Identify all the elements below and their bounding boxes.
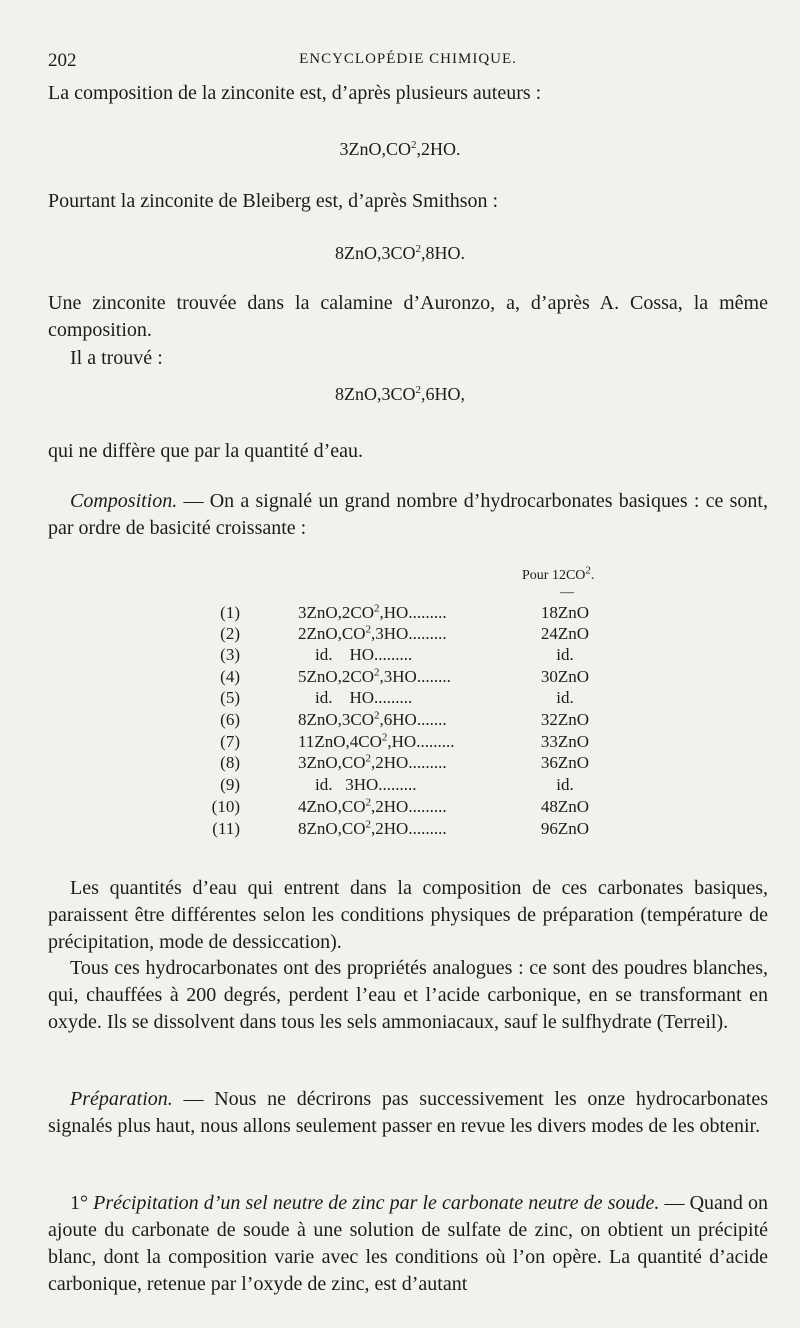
water-paragraph: Les quantités d’eau qui entrent dans la composition de ces carbonates basiques, paraissent être différentes selon les conditions physiques de préparation (température de précipitation, mode de dessiccation). [48, 877, 768, 953]
preparation-text: — Nous ne décrirons pas successivement les onze hydrocarbonates signalés plus haut, nous allons seulement passer en revue les divers modes de les obtenir. [48, 1088, 768, 1137]
table-row [0, 667, 800, 688]
row-number: (2) [220, 624, 240, 643]
formula-text: $8ZnO,3CO^2,6HO$, [335, 384, 465, 404]
formula-auronzo [0, 384, 800, 405]
page-header [48, 50, 768, 74]
row-number: (6) [220, 710, 240, 729]
table-row [0, 819, 800, 840]
row-formula: id. HO......... [298, 688, 413, 707]
row-value: 36ZnO [540, 753, 590, 772]
table-row [0, 732, 800, 753]
row-formula: $4ZnO,CO^2,2HO$......... [298, 796, 447, 816]
table-row [0, 753, 800, 774]
precipitation-paragraph [48, 1190, 768, 1298]
composition-heading: Composition. [70, 490, 178, 512]
row-value: 33ZnO [540, 732, 590, 751]
row-value: 24ZnO [540, 624, 590, 643]
row-value: 30ZnO [540, 667, 590, 686]
row-formula: $8ZnO,CO^2,2HO$......... [298, 818, 447, 838]
intro-line-5: qui ne diffère que par la quantité d’eau. [48, 440, 364, 462]
formula-text: $8ZnO,3CO^2,8HO$. [335, 243, 465, 263]
row-formula: $5ZnO,2CO^2,3HO$........ [298, 666, 451, 686]
row-number: (7) [220, 732, 240, 751]
row-value: id. [556, 688, 574, 707]
intro-line-4: Il a trouvé : [70, 347, 163, 369]
table-row [0, 710, 800, 731]
row-formula: $2ZnO,CO^2,3HO$......... [298, 623, 447, 643]
row-value: id. [556, 645, 574, 664]
row-number: (4) [220, 667, 240, 686]
formula-bleiberg [0, 243, 800, 264]
intro-line-1: La composition de la zinconite est, d’après plusieurs auteurs : [48, 82, 542, 104]
formula-zinconite [0, 139, 800, 160]
row-formula: $11ZnO,4CO^2,HO$......... [298, 731, 455, 751]
table-row [0, 624, 800, 645]
precipitation-heading: Précipitation d’un sel neutre de zinc par le carbonate neutre de soude. [93, 1192, 660, 1214]
row-number: (9) [220, 775, 240, 794]
row-number: (8) [220, 753, 240, 772]
intro-line-3: Une zinconite trouvée dans la calamine d’Auronzo, a, d’après A. Cossa, la même composition. [48, 292, 768, 341]
running-title: ENCYCLOPÉDIE CHIMIQUE. [299, 51, 517, 67]
row-formula: id. 3HO......... [298, 775, 417, 794]
table-row [0, 603, 800, 624]
table-row [0, 688, 800, 709]
row-value: 96ZnO [540, 819, 590, 838]
row-number: (1) [220, 603, 240, 622]
row-value: 48ZnO [540, 797, 590, 816]
formula-text: $3ZnO,CO^2,2HO$. [339, 139, 461, 159]
composition-text: — On a signalé un grand nombre d’hydrocarbonates basiques : ce sont, par ordre de basicité croissante : [48, 490, 768, 539]
row-number: (11) [212, 819, 240, 838]
table-row [0, 797, 800, 818]
composition-paragraph [48, 488, 768, 542]
row-formula: id. HO......... [298, 645, 413, 664]
row-number: (5) [220, 688, 240, 707]
row-value: 32ZnO [540, 710, 590, 729]
row-value: id. [556, 775, 574, 794]
row-value: 18ZnO [540, 603, 590, 622]
row-formula: $8ZnO,3CO^2,6HO$....... [298, 709, 447, 729]
properties-paragraph: Tous ces hydrocarbonates ont des propriétés analogues : ce sont des poudres blanches, qui, chauffées à 200 degrés, perdent l’eau et l’acide carbonique, en se transformant en oxyde. Ils se dissolvent dans tous les sels ammoniacaux, sauf le sulfhydrate (Terreil). [48, 957, 768, 1033]
table-row [0, 645, 800, 666]
table-row [0, 775, 800, 796]
precipitation-text: — Quand on ajoute du carbonate de soude à une solution de sulfate de zinc, on obtient un précipité blanc, dont la composition varie avec les conditions où l’on opère. La quantité d’acide carbonique, retenue par l’oxyde de zinc, est d’autant [48, 1192, 769, 1295]
row-number: (3) [220, 645, 240, 664]
intro-line-2: Pourtant la zinconite de Bleiberg est, d’après Smithson : [48, 190, 499, 212]
precipitation-number: 1° [70, 1192, 94, 1214]
preparation-heading: Préparation. [70, 1088, 173, 1110]
preparation-paragraph [48, 1086, 768, 1140]
table-column-header: Pour $12CO^2$. [522, 564, 595, 583]
row-number: (10) [211, 797, 240, 816]
row-formula: $3ZnO,2CO^2,HO$......... [298, 602, 447, 622]
row-formula: $3ZnO,CO^2,2HO$......... [298, 752, 447, 772]
table-column-dash: — [560, 585, 574, 600]
page-number: 202 [48, 50, 77, 71]
